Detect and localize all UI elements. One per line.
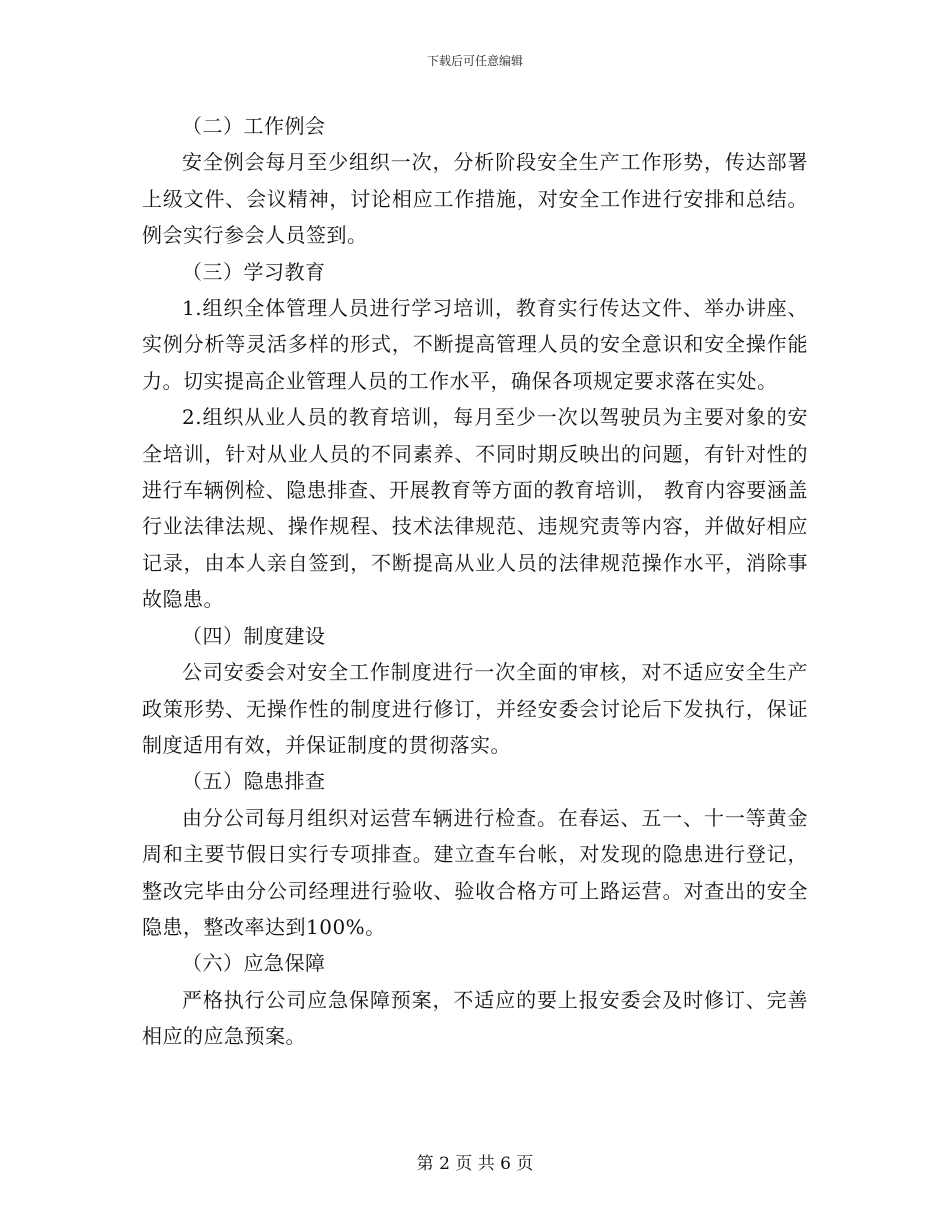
paragraph: 2.组织从业人员的教育培训，每月至少一次以驾驶员为主要对象的安全培训，针对从业人员的不同素养、不同时期反映出的问题，有针对性的进行车辆例检、隐患排查、开展教育等方面的教育培训， 教育内容要涵盖行业法律法规、操作规程、技术法律规范、违规究责等内容，并做好相应记录，由本人亲自签到，不断提高从业人员的法律规范操作水平，消除事故隐患。	[142, 405, 808, 612]
paragraph: 公司安委会对安全工作制度进行一次全面的审核，对不适应安全生产政策形势、无操作性的制度进行修订，并经安委会讨论后下发执行，保证制度适用有效，并保证制度的贯彻落实。	[142, 660, 808, 757]
paragraph: 1.组织全体管理人员进行学习培训，教育实行传达文件、举办讲座、实例分析等灵活多样的形式，不断提高管理人员的安全意识和安全操作能力。切实提高企业管理人员的工作水平，确保各项规定要求落在实处。	[142, 296, 808, 393]
section-heading: （五）隐患排查	[182, 769, 326, 794]
paragraph: 安全例会每月至少组织一次，分析阶段安全生产工作形势，传达部署上级文件、会议精神，讨论相应工作措施，对安全工作进行安排和总结。例会实行参会人员签到。	[142, 150, 808, 248]
page-number: 第 2 页 共 6 页	[416, 1154, 534, 1174]
section-heading: （四）制度建设	[182, 623, 326, 648]
section-heading: （三）学习教育	[182, 259, 326, 284]
page-footer	[0, 1152, 950, 1176]
paragraph: 严格执行公司应急保障预案，不适应的要上报安委会及时修订、完善相应的应急预案。	[142, 987, 808, 1049]
paragraph: 由分公司每月组织对运营车辆进行检查。在春运、五一、十一等黄金周和主要节假日实行专项排查。建立查车台帐，对发现的隐患进行登记，整改完毕由分公司经理进行验收、验收合格方可上路运营。对查出的安全隐患，整改率达到100%。	[142, 805, 808, 939]
page-header: 下载后可任意编辑	[426, 54, 523, 68]
section-heading: （六）应急保障	[182, 951, 326, 976]
document-body	[142, 108, 808, 1055]
section-heading: （二）工作例会	[182, 114, 326, 138]
